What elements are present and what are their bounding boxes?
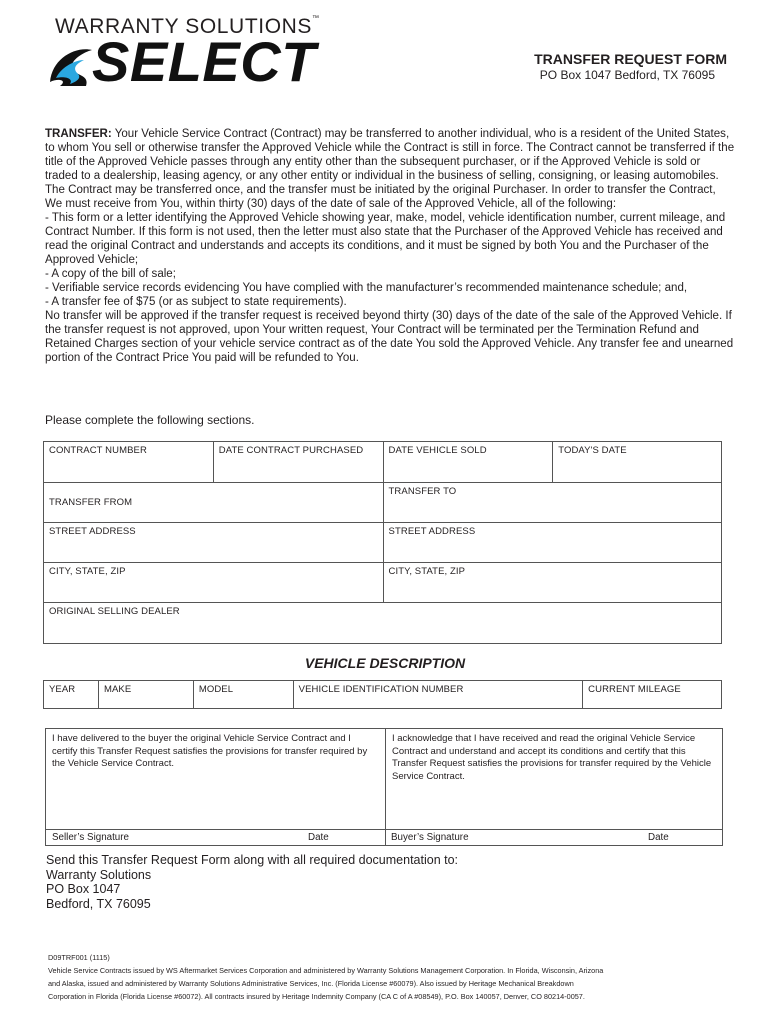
mailing-po-box: PO Box 1047: [46, 882, 121, 896]
terms-closing: No transfer will be approved if the transfer request is received beyond thirty (30) days of the date of the sale of the Approved Vehicle. If the transfer request is not approved, upon Your written request, Your Contract will be terminated per the Termination Refund and Retained Charges section of your vehicle service contract as of the date You sold the Approved Vehicle. Any transfer fee and unearned portion of the Contract Price You paid will be refunded to You.: [45, 310, 734, 364]
terms-lead: TRANSFER:: [45, 128, 112, 140]
vehicle-description-table: [43, 680, 722, 709]
transfer-terms: [45, 127, 735, 365]
terms-intro: [45, 127, 735, 211]
street-address-from-field[interactable]: [44, 523, 384, 563]
terms-item: - A transfer fee of $75 (or as subject to state requirements).: [45, 296, 347, 308]
model-label: MODEL: [198, 684, 234, 695]
date-contract-purchased-field[interactable]: [213, 442, 383, 483]
seller-signature-line[interactable]: [46, 829, 385, 830]
footer-line: and Alaska, issued and administered by Warranty Solutions Administrative Services, Inc. (Florida License #60079). Also issued by Heritage Mechanical Breakdown: [48, 979, 574, 988]
seller-signature-label: Seller’s Signature: [52, 832, 129, 843]
city-state-zip-to-field[interactable]: [383, 563, 721, 603]
seller-statement: I have delivered to the buyer the original Vehicle Service Contract and I certify this Transfer Request satisfies the provisions for transfer required by the Vehicle Service Contract.: [52, 733, 368, 769]
contract-number-field[interactable]: [44, 442, 214, 483]
make-label: MAKE: [103, 684, 132, 695]
logo-brand-text: WARRANTY SOLUTIONS: [55, 15, 312, 38]
terms-item: - This form or a letter identifying the Approved Vehicle showing year, make, model, vehicle identification number, current mileage, and Contract Number. If this form is not used, then the letter must also state that the Purchaser of the Approved Vehicle has received and read the original Contract and understands and accepts its conditions, and it must be signed by both You and the Purchaser of the Approved Vehicle;: [45, 212, 726, 266]
vin-field[interactable]: [293, 681, 583, 709]
contract-number-label: CONTRACT NUMBER: [49, 445, 147, 456]
transfer-from-label: TRANSFER FROM: [49, 497, 133, 508]
year-field[interactable]: [44, 681, 99, 709]
terms-intro-text: Your Vehicle Service Contract (Contract) may be transferred to another individual, who is a resident of the United States, to whom You sell or otherwise transfer the Approved Vehicle while the Contract is still in force. The Contract cannot be transferred if the title of the Approved Vehicle passes through any entity other than the subsequent purchaser, or if the Approved Vehicle is sold or traded to a dealership, leasing agency, or any other entity or individual in the business of selling, consigning, or leasing automobiles. The Contract may be transferred once, and the transfer must be initiated by the original Purchaser. In order to transfer the Contract, We must receive from You, within thirty (30) days of the date of sale of the Approved Vehicle, all of the following:: [45, 128, 735, 210]
trademark-symbol: ™: [312, 15, 320, 22]
year-label: YEAR: [49, 684, 76, 695]
footer-line: Vehicle Service Contracts issued by WS Aftermarket Services Corporation and administered by Warranty Solutions Management Corporation. In Florida, Wisconsin, Arizona: [48, 966, 604, 975]
date-contract-purchased-label: DATE CONTRACT PURCHASED: [218, 445, 364, 456]
contract-info-table: [43, 441, 722, 644]
street-address-to-label: STREET ADDRESS: [388, 526, 476, 537]
date-vehicle-sold-field[interactable]: [383, 442, 553, 483]
seller-date-label: Date: [308, 832, 329, 843]
street-address-to-field[interactable]: [383, 523, 721, 563]
logo-select-word: SELECT: [92, 30, 316, 93]
mailing-instructions: [46, 853, 458, 911]
city-state-zip-to-label: CITY, STATE, ZIP: [388, 566, 466, 577]
buyer-signature-box: [385, 728, 723, 846]
model-field[interactable]: [193, 681, 293, 709]
street-address-from-label: STREET ADDRESS: [49, 526, 136, 537]
make-field[interactable]: [98, 681, 193, 709]
buyer-signature-label: Buyer’s Signature: [391, 832, 469, 843]
form-code: D09TRF001 (1115): [48, 953, 110, 962]
form-title: TRANSFER REQUEST FORM: [534, 51, 727, 67]
footer-line: Corporation in Florida (Florida License #60072). All contracts insured by Heritage Indemnity Company (CA C of A #08549), P.O. Box 140057, Denver, CO 80214-0057.: [48, 992, 585, 1001]
mailing-city: Bedford, TX 76095: [46, 896, 151, 911]
current-mileage-label: CURRENT MILEAGE: [588, 684, 681, 695]
city-state-zip-from-field[interactable]: [44, 563, 384, 603]
seller-signature-box: [45, 728, 386, 846]
vehicle-description-title: VEHICLE DESCRIPTION: [304, 655, 466, 671]
buyer-signature-line[interactable]: [386, 829, 722, 830]
transfer-to-label: TRANSFER TO: [388, 486, 457, 497]
city-state-zip-from-label: CITY, STATE, ZIP: [49, 566, 126, 577]
transfer-from-field[interactable]: [44, 483, 384, 523]
vin-label: VEHICLE IDENTIFICATION NUMBER: [298, 684, 464, 695]
todays-date-label: TODAY'S DATE: [558, 445, 627, 456]
buyer-date-label: Date: [648, 832, 669, 843]
terms-item: - A copy of the bill of sale;: [45, 268, 176, 280]
form-address: PO Box 1047 Bedford, TX 76095: [539, 68, 715, 82]
current-mileage-field[interactable]: [583, 681, 722, 709]
original-selling-dealer-field[interactable]: [44, 603, 722, 644]
original-selling-dealer-label: ORIGINAL SELLING DEALER: [49, 606, 180, 617]
form-instruction: Please complete the following sections.: [45, 413, 255, 427]
terms-item: - Verifiable service records evidencing You have complied with the manufacturer’s recommended maintenance schedule; and,: [45, 282, 688, 294]
buyer-statement: I acknowledge that I have received and read the original Vehicle Service Contract and understand and accept its conditions and certify that this Transfer Request satisfies the provisions for transfer required by the Vehicle Service Contract.: [392, 733, 712, 782]
legal-footer: [48, 951, 738, 1003]
transfer-to-field[interactable]: [383, 483, 721, 523]
mailing-instruction: Send this Transfer Request Form along with all required documentation to:: [46, 853, 459, 867]
todays-date-field[interactable]: [553, 442, 722, 483]
mailing-name: Warranty Solutions: [46, 867, 152, 882]
date-vehicle-sold-label: DATE VEHICLE SOLD: [388, 445, 487, 456]
